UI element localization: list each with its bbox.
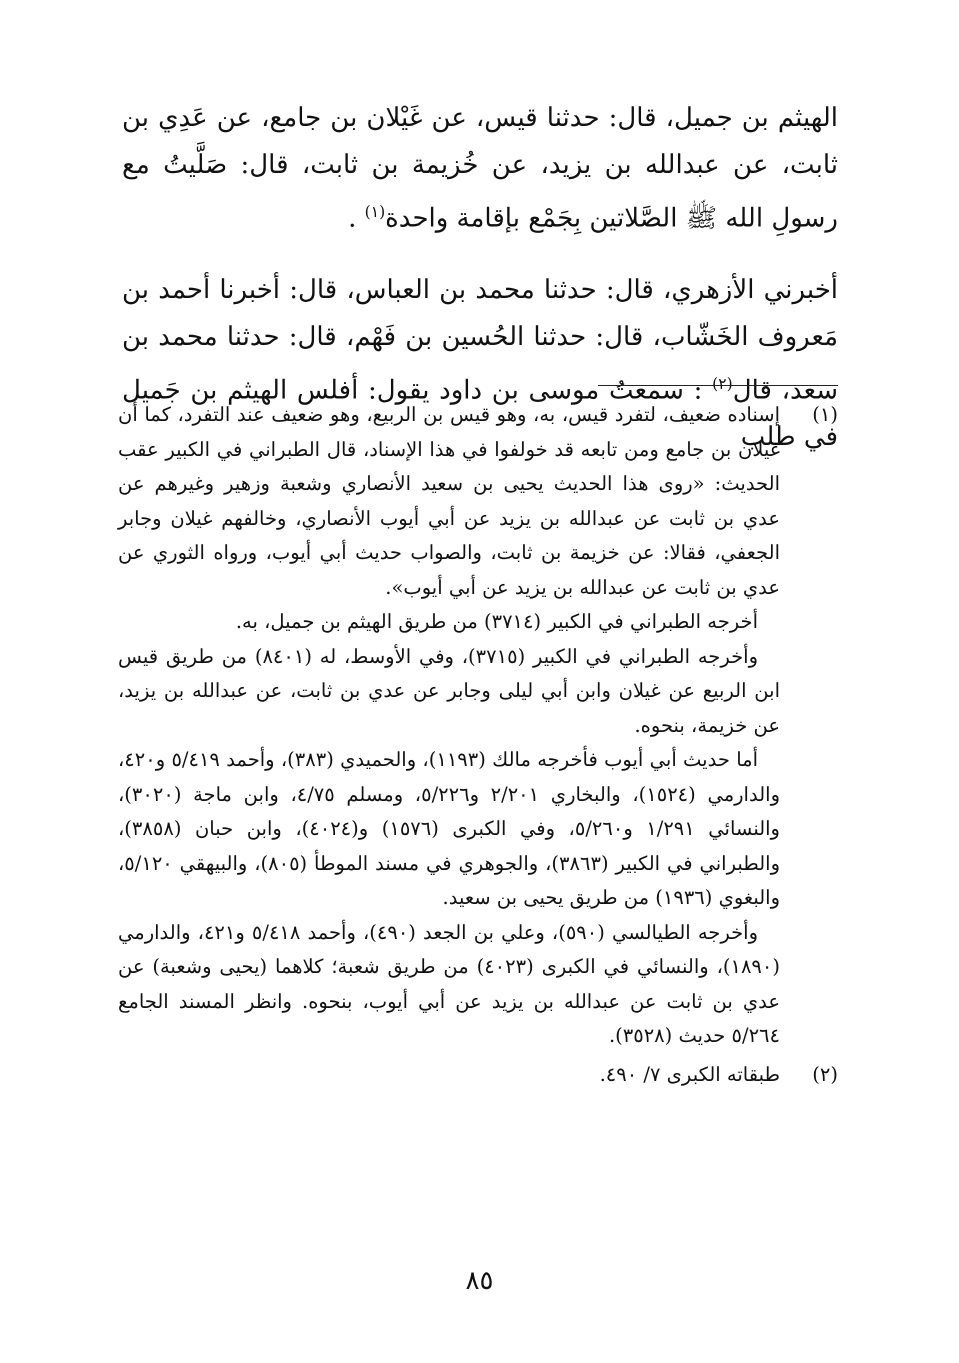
footnote-number: (١) [812,403,838,426]
footnotes [118,398,838,1092]
main-paragraph-1-text: الهيثم بن جميل، قال: حدثنا قيس، عن غَيْلان بن جامع، عن عَدِي بن ثابت، عن عبدالله بن يزيد، عن خُزيمة بن ثابت، قال: صَلَّيتُ مع رسولِ الله ﷺ الصَّلاتين بِجَمْع بإقامة واحدة [122,103,838,234]
footnote-paragraph: أما حديث أبي أيوب فأخرجه مالك (١١٩٣)، والحميدي (٣٨٣)، وأحمد ٥/٤١٩ و٤٢٠، والدارمي (١٥٢٤)، والبخاري ٢/٢٠١ و٥/٢٢٦، ومسلم ٤/٧٥، وابن ماجة (٣٠٢٠)، والنسائي ١/٢٩١ و٥/٢٦٠، وفي الكبرى (١٥٧٦) و(٤٠٢٤)، وابن حبان (٣٨٥٨)، والطبراني في الكبير (٣٨٦٣)، والجوهري في مسند الموطأ (٨٠٥)، والبيهقي ٥/١٢٠، والبغوي (١٩٣٦) من طريق يحيى بن سعيد. [118,748,780,909]
footnote-paragraph: وأخرجه الطيالسي (٥٩٠)، وعلي بن الجعد (٤٩٠)، وأحمد ٥/٤١٨ و٤٢١، والدارمي (١٨٩٠)، والنسائي في الكبرى (٤٠٢٣) من طريق شعبة؛ كلاهما (يحيى وشعبة) عن عدي بن ثابت عن عبدالله بن يزيد عن أبي أيوب، بنحوه. وانظر المسند الجامع ٥/٢٦٤ حديث (٣٥٢٨). [118,920,780,1047]
main-paragraph-1-end: . [348,203,365,234]
footnote-ref-1[interactable]: (١) [364,203,386,221]
page-number: ٨٥ [465,1266,494,1296]
footnote-paragraph: طبقاته الكبرى ٧/ ٤٩٠. [599,1062,780,1086]
footnote-1 [118,398,838,1054]
footnote-2 [118,1058,838,1093]
footnote-number: (٢) [812,1062,838,1086]
main-paragraph-2-text-b: : سمعتُ موسى بن داود يقول: أفلس الهيثم بن جَميل في طلب [122,375,838,453]
footnote-ref-2[interactable]: (٢) [712,374,733,393]
main-paragraph-1 [122,95,838,243]
footnote-paragraph: أخرجه الطبراني في الكبير (٣٧١٤) من طريق الهيثم بن جميل، به. [235,610,758,633]
footnote-body [118,1058,780,1093]
main-paragraph-2-text-a: أخبرني الأزهري، قال: حدثنا محمد بن العباس، قال: أخبرنا أحمد بن مَعروف الخَشّاب، قال: حدثنا الحُسين بن فَهْم، قال: حدثنا محمد بن سعد، قال [122,274,838,406]
footnote-paragraph: إسناده ضعيف، لتفرد قيس، به، وهو قيس بن الربيع، وهو ضعيف عند التفرد، كما أن غيلان بن جامع ومن تابعه قد خولفوا في هذا الإسناد، قال الطبراني في الكبير عقب الحديث: «روى هذا الحديث يحيى بن سعيد الأنصاري وشعبة وزهير وغيرهم عن عدي بن ثابت عن عبدالله بن يزيد عن أبي أيوب الأنصاري، وخالفهم غيلان وجابر الجعفي، فقالا: عن خزيمة بن ثابت، والصواب حديث أبي أيوب، ورواه الثوري عن عدي بن ثابت عن عبدالله بن يزيد عن أبي أيوب». [118,403,780,599]
footnote-body [118,398,780,1054]
footnote-paragraph: وأخرجه الطبراني في الكبير (٣٧١٥)، وفي الأوسط، له (٨٤٠١) من طريق قيس ابن الربيع عن غيلان وابن أبي ليلى وجابر عن عدي بن ثابت، عن عبدالله بن يزيد، عن خزيمة، بنحوه. [118,644,780,737]
footnote-separator [598,385,838,386]
